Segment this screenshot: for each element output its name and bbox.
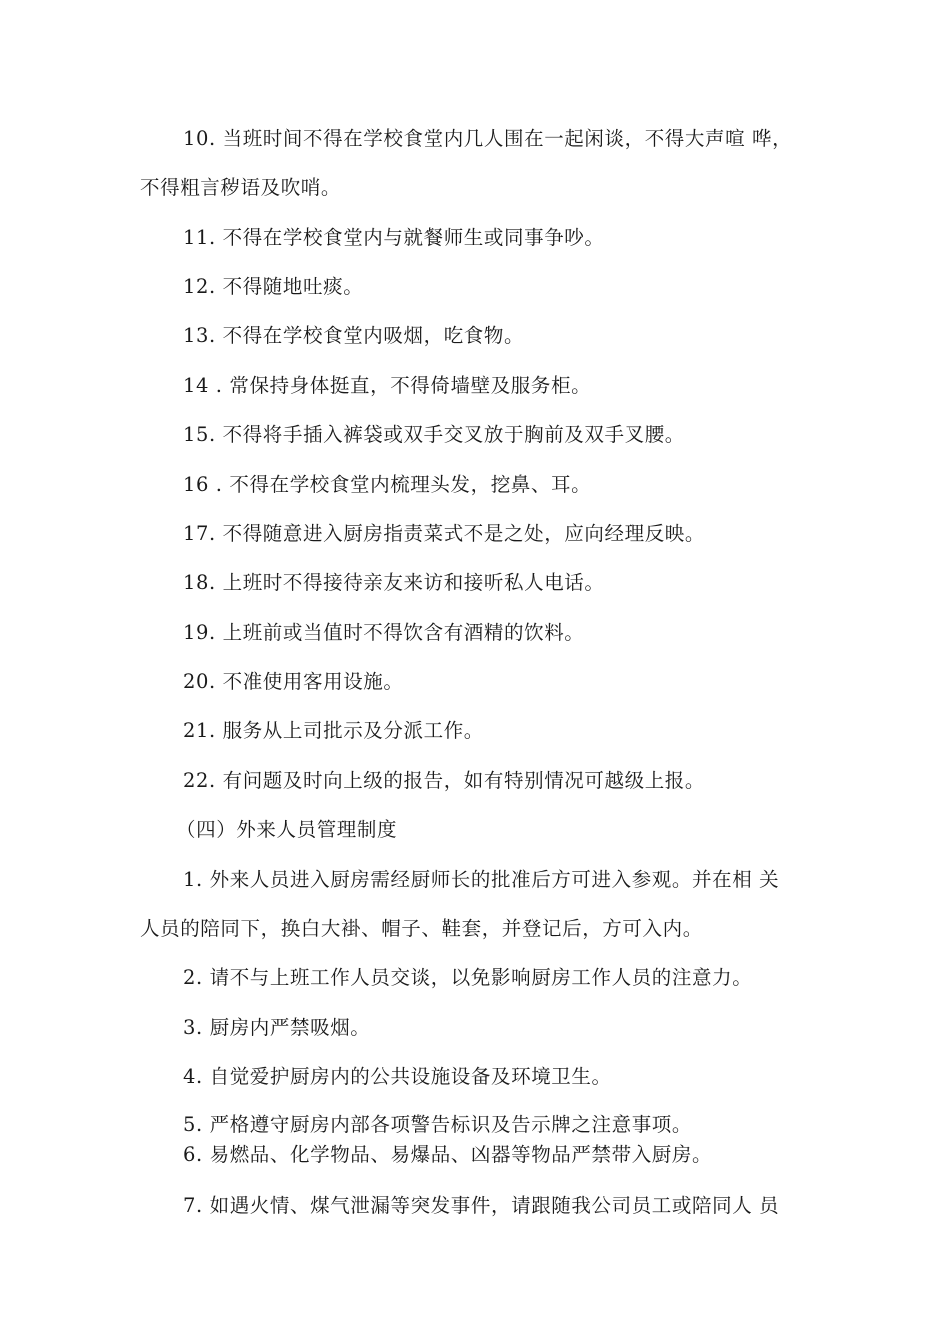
text-line: 22. 有问题及时向上级的报告，如有特别情况可越级上报。	[183, 769, 706, 792]
section-heading: （四）外来人员管理制度	[176, 818, 398, 841]
text-line: 10. 当班时间不得在学校食堂内几人围在一起闲谈，不得大声喧 哗，	[183, 127, 793, 150]
text-line: 人员的陪同下，换白大褂、帽子、鞋套，并登记后，方可入内。	[140, 917, 703, 940]
text-line: 1. 外来人员进入厨房需经厨师长的批准后方可进入参观。并在相 关	[183, 868, 780, 891]
text-line: 6. 易燃品、化学物品、易爆品、凶器等物品严禁带入厨房。	[183, 1143, 713, 1166]
text-line: 19. 上班前或当值时不得饮含有酒精的饮料。	[183, 621, 585, 644]
text-line: 13. 不得在学校食堂内吸烟，吃食物。	[183, 324, 525, 347]
text-line: 7. 如遇火情、煤气泄漏等突发事件，请跟随我公司员工或陪同人 员	[183, 1194, 780, 1217]
text-line: 18. 上班时不得接待亲友来访和接听私人电话。	[183, 571, 605, 594]
text-line: 不得粗言秽语及吹哨。	[140, 176, 342, 199]
text-line: 3. 厨房内严禁吸烟。	[183, 1016, 371, 1039]
text-line: 14 . 常保持身体挺直，不得倚墙壁及服务柜。	[183, 374, 592, 397]
text-line: 21. 服务从上司批示及分派工作。	[183, 719, 484, 742]
text-line: 2. 请不与上班工作人员交谈，以免影响厨房工作人员的注意力。	[183, 966, 753, 989]
text-line: 4. 自觉爱护厨房内的公共设施设备及环境卫生。	[183, 1065, 612, 1088]
text-line: 12. 不得随地吐痰。	[183, 275, 364, 298]
text-line: 15. 不得将手插入裤袋或双手交叉放于胸前及双手叉腰。	[183, 423, 685, 446]
text-line: 20. 不准使用客用设施。	[183, 670, 404, 693]
text-line: 16 . 不得在学校食堂内梳理头发，挖鼻、耳。	[183, 473, 592, 496]
text-line: 11. 不得在学校食堂内与就餐师生或同事争吵。	[183, 226, 605, 249]
text-line: 17. 不得随意进入厨房指责菜式不是之处，应向经理反映。	[183, 522, 706, 545]
text-line: 5. 严格遵守厨房内部各项警告标识及告示牌之注意事项。	[183, 1113, 693, 1136]
